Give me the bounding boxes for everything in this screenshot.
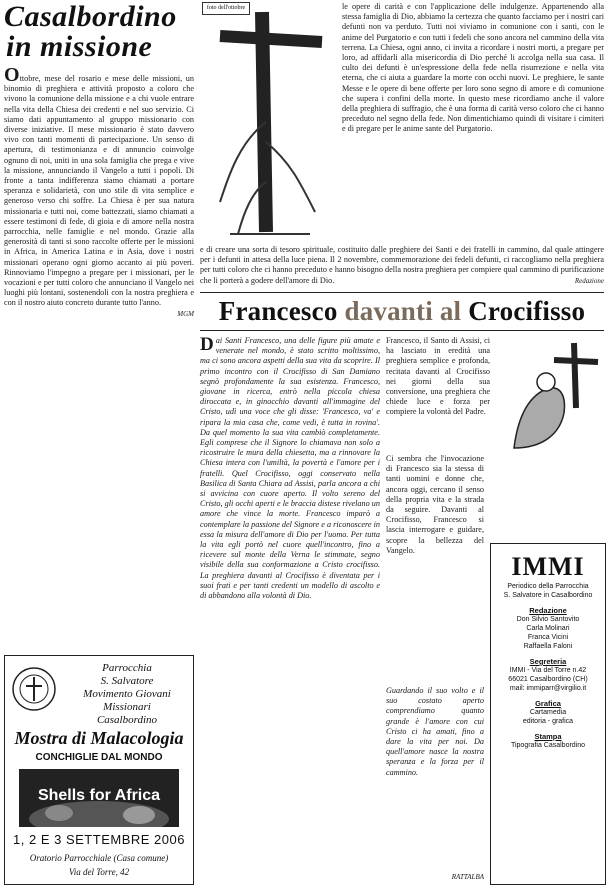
col2-text-a: Francesco, il Santo di Assisi, ci ha lasciato in eredità una preghiera semplice e profonda, recitata davanti al Crocifisso nei giorni della sua conversione, una preghiera che chiede luce e forza per compiere la volontà del Padre. (386, 336, 490, 417)
ad-venue: Oratorio Parrocchiale (Casa comune) (29, 853, 169, 863)
left-article-title (4, 2, 194, 62)
left-dropcap: O (4, 64, 20, 86)
ad-date: 1, 2 E 3 SETTEMBRE 2006 (13, 832, 185, 847)
left-article-body (4, 64, 194, 319)
title-line-1: Casalbordino (4, 0, 177, 33)
masthead-r3: Franca Vicini (527, 634, 569, 641)
masthead-r1: Don Silvio Santovito (516, 616, 580, 623)
masthead-s3: mail: immiparr@virgilio.it (509, 685, 587, 692)
masthead-g2: editoria - grafica (522, 718, 574, 725)
ad-photo (19, 769, 179, 827)
masthead-heading-stampa: Stampa (534, 732, 562, 741)
left-signature: MGM (177, 309, 194, 318)
masthead-r2: Carla Molinari (526, 625, 570, 632)
left-body-text: ttobre, mese del rosario e mese delle missioni, un binomio di preghiera e attività proposto a coloro che vivono la comunione della missione e a chi vuole entrare nella vita della Chiesa dei credenti e nel suo servizio. Ci siamo dati appuntamento al gruppo missionario con diverse iniziative. Il mese missionario è stato davvero vivo con tanti momenti di partecipazione. Un senso di apertura, di testimonianza e di annuncio coinvolge ognuno di noi, uniti in una sola famiglia che prega e vive la missione, annunciando il Vangelo a tutti i popoli. Di fronte a tanta indifferenza siamo chiamati a portare speranza e solidarietà, con uno stile di vita semplice e generoso verso chi soffre. La Chiesa è per sua natura missionaria e tutti noi, come battezzati, siamo chiamati a essere testimoni di fede, di gioia e di amore nella nostra parrocchia, nelle famiglie e nel mondo. Grazie alla generosità di tanti si sono raccolte offerte per le missioni in Africa, in America Latina e in Asia, dove i nostri missionari operano ogni giorno accanto ai più poveri. Rinnoviamo l'impegno a pregare per i missionari, per le vocazioni e per tutti coloro che annunciano il Vangelo nei luoghi più lontani, sostenendoli con la nostra preghiera e con il nostro aiuto concreto durante tutto l'anno. (4, 74, 194, 308)
article-col1-text: ai Santi Francesco, una delle figure più amate e venerate nel mondo, è stato scritto moltissimo, ma ci sono ancora aspetti della sua vita da scoprire. Il primo incontro con il Crocifisso di San Damiano segnò profondamente la sua esistenza. Francesco, giovane in ricerca, entrò nella piccola chiesa diroccata e, in ginocchio davanti all'immagine del Cristo, udì una voce che gli disse: 'Francesco, va' e ripara la mia casa che, come vedi, è tutta in rovina'. Da quel momento la sua vita cambiò completamente. Egli comprese che il Signore lo chiamava non solo a ricostruire le mura della chiesetta, ma a rinnovare la Chiesa intera con l'umiltà, la povertà e l'amore per i fratelli. Quel Crocifisso, oggi conservato nella Basilica di Santa Chiara ad Assisi, parla ancora a chi si avvicina con cuore aperto. Il volto sereno del Cristo, gli occhi aperti e le braccia distese rivelano un amore che vince la morte. Francesco imparò a contemplare la passione del Signore e a riconoscere in essa la misura dell'amore di Dio per l'uomo. Per tutta la vita egli portò nel cuore quell'incontro, fino a ricevere sul monte della Verna le stimmate, segno visibile della sua conformazione a Cristo crocifisso. La preghiera davanti al Crocifisso è diventata per i suoi frati e per tanti credenti un modello di ascolto e di abbandono alla volontà di Dio. (200, 336, 380, 601)
ad-org-line3: Movimento Giovani Missionari (83, 688, 171, 713)
divider-line (200, 330, 604, 331)
masthead-box (490, 543, 606, 885)
ad-org-line4: Casalbordino (96, 714, 158, 726)
article-headline (200, 296, 604, 327)
top-right-article-body (250, 2, 604, 135)
ad-title: Mostra di Malacologia (14, 728, 184, 748)
ad-organizer (65, 662, 189, 727)
article-column-1 (200, 336, 380, 601)
parish-logo-icon (11, 666, 57, 712)
masthead-heading-segreteria: Segreteria (529, 657, 567, 666)
masthead-s1: IMMI - Via del Torre n.42 (509, 667, 587, 674)
top-right-article-bottom (200, 245, 604, 286)
masthead-title: IMMI (511, 552, 585, 581)
article-dropcap: D (200, 334, 214, 355)
ad-photo-text: Shells for Africa (37, 787, 161, 804)
top-right-text-a: le opere di carità e con l'applicazione delle indulgenze. Appartenendo alla stessa famiglia di Dio, abbiamo la certezza che quanto facciamo per i nostri cari defunti non va perduto. Tutti noi viviamo in comunione con i santi, con le anime del Purgatorio e con tutti i fedeli che sono ancora nel cammino della vita terrena. La Chiesa, ogni anno, ci invita a ricordare i nostri morti, a pregare per loro, ad affidarli alla misericordia di Dio perché li accolga nella sua casa. Il culto dei defunti è un'espressione della fede nella risurrezione e nella vita eterna, che ci aiuta a guardare la morte con occhi nuovi. Le preghiere, le sante Messe e le opere di bene offerte per loro sono segno di amore e di comunione che supera i confini della morte. In questo mese ricordiamo anche il valore della preghiera di suffragio, che è una forma di carità verso coloro che ci hanno preceduto nel segno della fede. Non dimentichiamo quindi di visitare i cimiteri e di pregare per le anime sante del Purgatorio. (342, 2, 604, 134)
masthead-heading-redazione: Redazione (529, 606, 567, 615)
masthead-g1: Cartamedia (529, 709, 567, 716)
article-col2-text-b (386, 454, 484, 556)
headline-part-a: Francesco (218, 296, 338, 326)
article-col2-text-c (386, 686, 484, 778)
title-line-2: in missione (6, 30, 153, 63)
divider-line (200, 292, 604, 293)
ad-org-line2: S. Salvatore (100, 675, 154, 687)
headline-part-c: Crocifisso (468, 296, 586, 326)
masthead-line2: S. Salvatore in Casalbordino (503, 592, 593, 599)
col2-text-c: Guardando il suo volto e il suo costato aperto comprendiamo quanto grande è l'amore con cui Cristo ci ha amati, fino a dare la vita per noi. Da quell'amore nasce la nostra speranza e la forza per il cammino. (386, 686, 484, 777)
top-right-signature: Redazione (574, 276, 604, 285)
exhibition-ad (4, 655, 194, 885)
col2-text-b: Ci sembra che l'invocazione di Francesco sia la stessa di tanti uomini e donne che, ancora oggi, cercano il senso della propria vita e la strada da seguire. Davanti al Crocifisso, Francesco si lascia interrogare e guidare, scopre la bellezza del Vangelo. (386, 454, 484, 555)
ad-address: Via del Torre, 42 (68, 867, 130, 877)
article-signature: RATTALBA (451, 873, 484, 881)
ad-subtitle: CONCHIGLIE DAL MONDO (35, 752, 163, 763)
article-col2-text-a (386, 336, 490, 418)
saint-francis-illustration-icon (494, 338, 604, 458)
masthead-s2: 66021 Casalbordino (CH) (508, 676, 588, 683)
photo-caption: foto dell'ottobre (202, 2, 250, 15)
masthead-t1: Tipografia Casalbordino (510, 742, 586, 749)
masthead-r4: Raffaella Faloni (523, 643, 573, 650)
headline-part-b: davanti al (344, 296, 462, 326)
ad-org-line1: Parrocchia (102, 662, 152, 674)
top-right-text-b: e di creare una sorta di tesoro spirituale, costituito dalle preghiere dei Santi e dei fratelli in cammino, dal quale attingere per i defunti in attesa della luce piena. Il 2 novembre, commemorazione dei fedeli defunti, ci raccogliamo nella preghiera per tutti coloro che ci hanno preceduto e hanno bisogno della nostra preghiera per compiere qual cammino di purificazione che li porterà a godere dell'amore di Dio. (200, 245, 604, 285)
masthead-line1: Periodico della Parrocchia (507, 583, 589, 590)
masthead-heading-grafica: Grafica (535, 699, 561, 708)
